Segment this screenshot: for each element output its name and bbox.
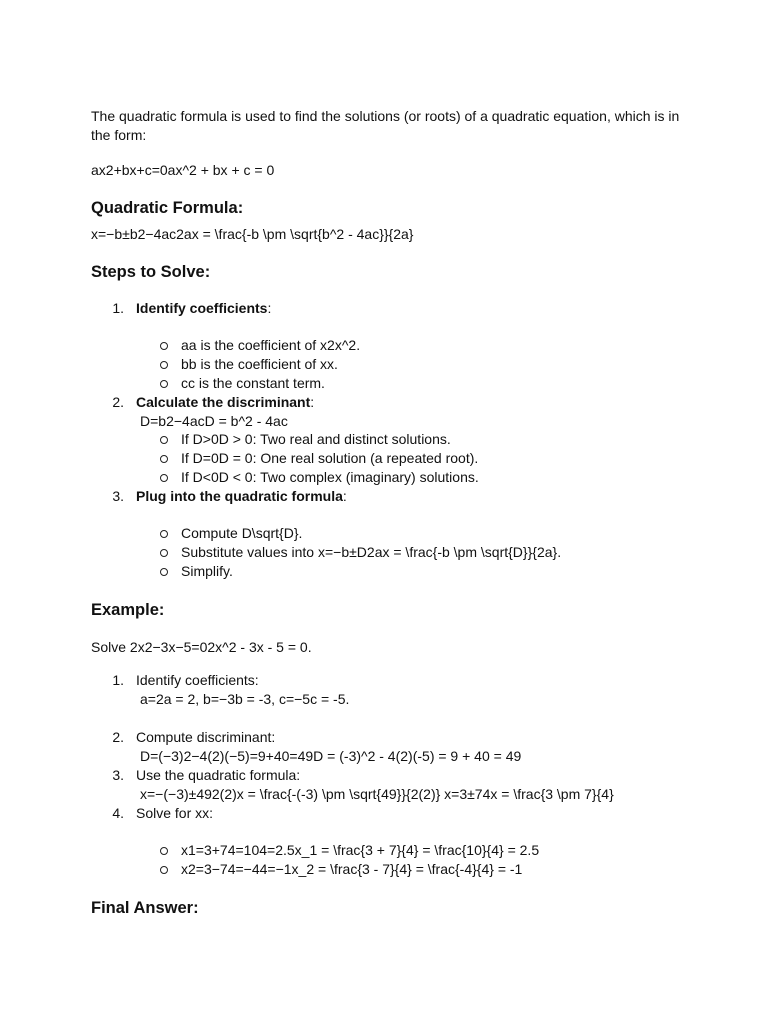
step-1-bullet: aa is the coefficient of x2x^2. <box>181 337 361 353</box>
bullet-marker <box>160 361 168 369</box>
example-step-3-number: 3. <box>112 767 124 783</box>
step-2-number: 2. <box>112 394 124 410</box>
step-2-bullet: If D<0D < 0: Two complex (imaginary) solutions. <box>181 469 479 485</box>
step-1-bullet: bb is the coefficient of xx. <box>181 356 338 372</box>
example-step-1-detail: a=2a = 2, b=−3b = -3, c=−5c = -5. <box>140 691 350 707</box>
example-heading: Example: <box>91 601 165 619</box>
step-1-title: Identify coefficients: <box>136 300 272 316</box>
example-step-1-number: 1. <box>112 672 124 688</box>
step-3-bullet: Compute D\sqrt{D}. <box>181 525 303 541</box>
bullet-marker <box>160 455 168 463</box>
step-3-number: 3. <box>112 488 124 504</box>
bullet-marker <box>160 342 168 350</box>
example-step-3-detail: x=−(−3)±492(2)x = \frac{-(-3) \pm \sqrt{49}}{2(2)} x=3±74x = \frac{3 \pm 7}{4} <box>140 786 614 802</box>
example-step-4-number: 4. <box>112 805 124 821</box>
solution-line: x1=3+74=104=2.5x_1 = \frac{3 + 7}{4} = \frac{10}{4} = 2.5 <box>181 842 540 858</box>
final-answer-heading: Final Answer: <box>91 899 199 917</box>
step-2-bullet: If D=0D = 0: One real solution (a repeated root). <box>181 450 479 466</box>
step-3-bullet: Substitute values into x=−b±D2ax = \frac{-b \pm \sqrt{D}}{2a}. <box>181 544 562 560</box>
bullet-marker <box>160 549 168 557</box>
intro-equation: ax2+bx+c=0ax^2 + bx + c = 0 <box>91 162 275 178</box>
bullet-marker <box>160 847 168 855</box>
bullet-marker <box>160 380 168 388</box>
example-step-1-label: Identify coefficients: <box>136 672 259 688</box>
bullet-marker <box>160 436 168 444</box>
quadratic-formula-text: x=−b±b2−4ac2ax = \frac{-b \pm \sqrt{b^2 - 4ac}}{2a} <box>91 226 414 242</box>
bullet-marker <box>160 474 168 482</box>
quadratic-formula-heading: Quadratic Formula: <box>91 199 244 217</box>
example-step-2-detail: D=(−3)2−4(2)(−5)=9+40=49D = (-3)^2 - 4(2)(-5) = 9 + 40 = 49 <box>140 748 522 764</box>
step-3-bullet: Simplify. <box>181 563 233 579</box>
bullet-marker <box>160 568 168 576</box>
intro-paragraph: The quadratic formula is used to find the solutions (or roots) of a quadratic equation, which is in the form: <box>91 108 680 143</box>
step-2-equation: D=b2−4acD = b^2 - 4ac <box>140 413 288 429</box>
solution-line: x2=3−74=−44=−1x_2 = \frac{3 - 7}{4} = \frac{-4}{4} = -1 <box>181 861 523 877</box>
step-3-title: Plug into the quadratic formula: <box>136 488 347 504</box>
steps-heading: Steps to Solve: <box>91 263 211 281</box>
example-step-4-label: Solve for xx: <box>136 805 214 821</box>
step-2-title: Calculate the discriminant: <box>136 394 315 410</box>
bullet-marker <box>160 530 168 538</box>
example-problem: Solve 2x2−3x−5=02x^2 - 3x - 5 = 0. <box>91 639 312 655</box>
example-step-3-label: Use the quadratic formula: <box>136 767 301 783</box>
step-1-number: 1. <box>112 300 124 316</box>
example-step-2-label: Compute discriminant: <box>136 729 276 745</box>
example-step-2-number: 2. <box>112 729 124 745</box>
bullet-marker <box>160 866 168 874</box>
step-1-bullet: cc is the constant term. <box>181 375 325 391</box>
step-2-bullet: If D>0D > 0: Two real and distinct solutions. <box>181 431 451 447</box>
